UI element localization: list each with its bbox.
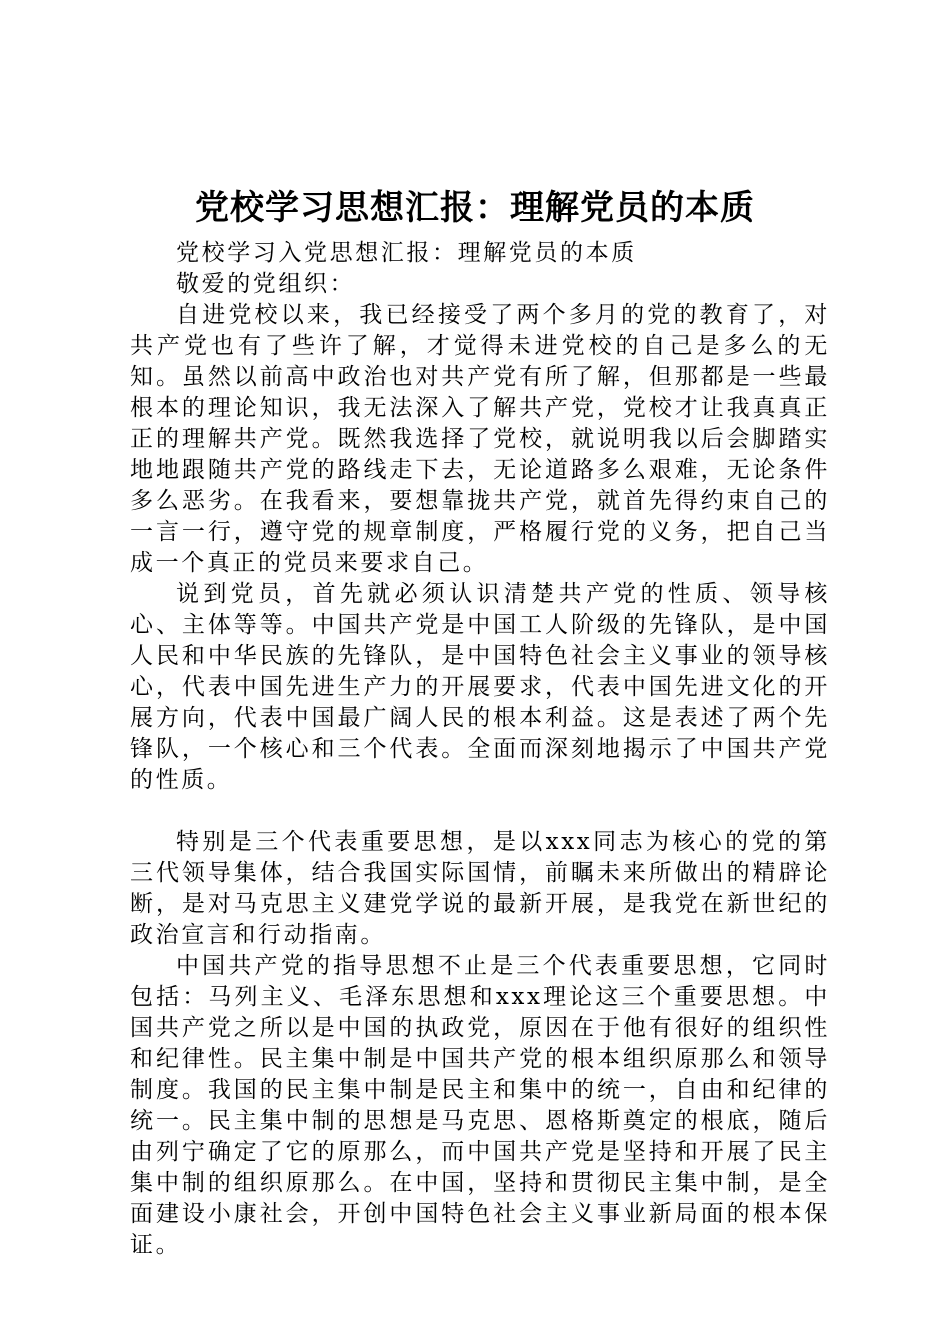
document-title: 党校学习思想汇报：理解党员的本质	[195, 188, 755, 228]
salutation: 敬爱的党组织：	[176, 271, 356, 297]
document-subtitle: 党校学习入党思想汇报：理解党员的本质	[176, 240, 637, 266]
document-body	[130, 238, 830, 1261]
paragraph: 特别是三个代表重要思想，是以xxx同志为核心的党的第三代领导集体，结合我国实际国情，前瞩未来所做出的精辟论断，是对马克思主义建党学说的最新开展，是我党在新世纪的政治宣言和行动指南。	[130, 829, 830, 948]
paragraph: 自进党校以来，我已经接受了两个多月的党的教育了，对共产党也有了些许了解，才觉得未进党校的自己是多么的无知。虽然以前高中政治也对共产党有所了解，但那都是一些最根本的理论知识，我无法深入了解共产党，党校才让我真真正正的理解共产党。既然我选择了党校，就说明我以后会脚踏实地地跟随共产党的路线走下去，无论道路多么艰难，无论条件多么恶劣。在我看来，要想靠拢共产党，就首先得约束自己的一言一行，遵守党的规章制度，严格履行党的义务，把自己当成一个真正的党员来要求自己。	[130, 302, 830, 576]
paragraph: 说到党员，首先就必须认识清楚共产党的性质、领导核心、主体等等。中国共产党是中国工人阶级的先锋队，是中国人民和中华民族的先锋队，是中国特色社会主义事业的领导核心，代表中国先进生产力的开展要求，代表中国先进文化的开展方向，代表中国最广阔人民的根本利益。这是表述了两个先锋队，一个核心和三个代表。全面而深刻地揭示了中国共产党的性质。	[130, 581, 830, 793]
paragraph: 中国共产党的指导思想不止是三个代表重要思想，它同时包括：马列主义、毛泽东思想和xxx理论这三个重要思想。中国共产党之所以是中国的执政党，原因在于他有很好的组织性和纪律性。民主集中制是中国共产党的根本组织原那么和领导制度。我国的民主集中制是民主和集中的统一，自由和纪律的统一。民主集中制的思想是马克思、恩格斯奠定的根底，随后由列宁确定了它的原那么，而中国共产党是坚持和开展了民主集中制的组织原那么。在中国，坚持和贯彻民主集中制，是全面建设小康社会，开创中国特色社会主义事业新局面的根本保证。	[130, 953, 830, 1258]
